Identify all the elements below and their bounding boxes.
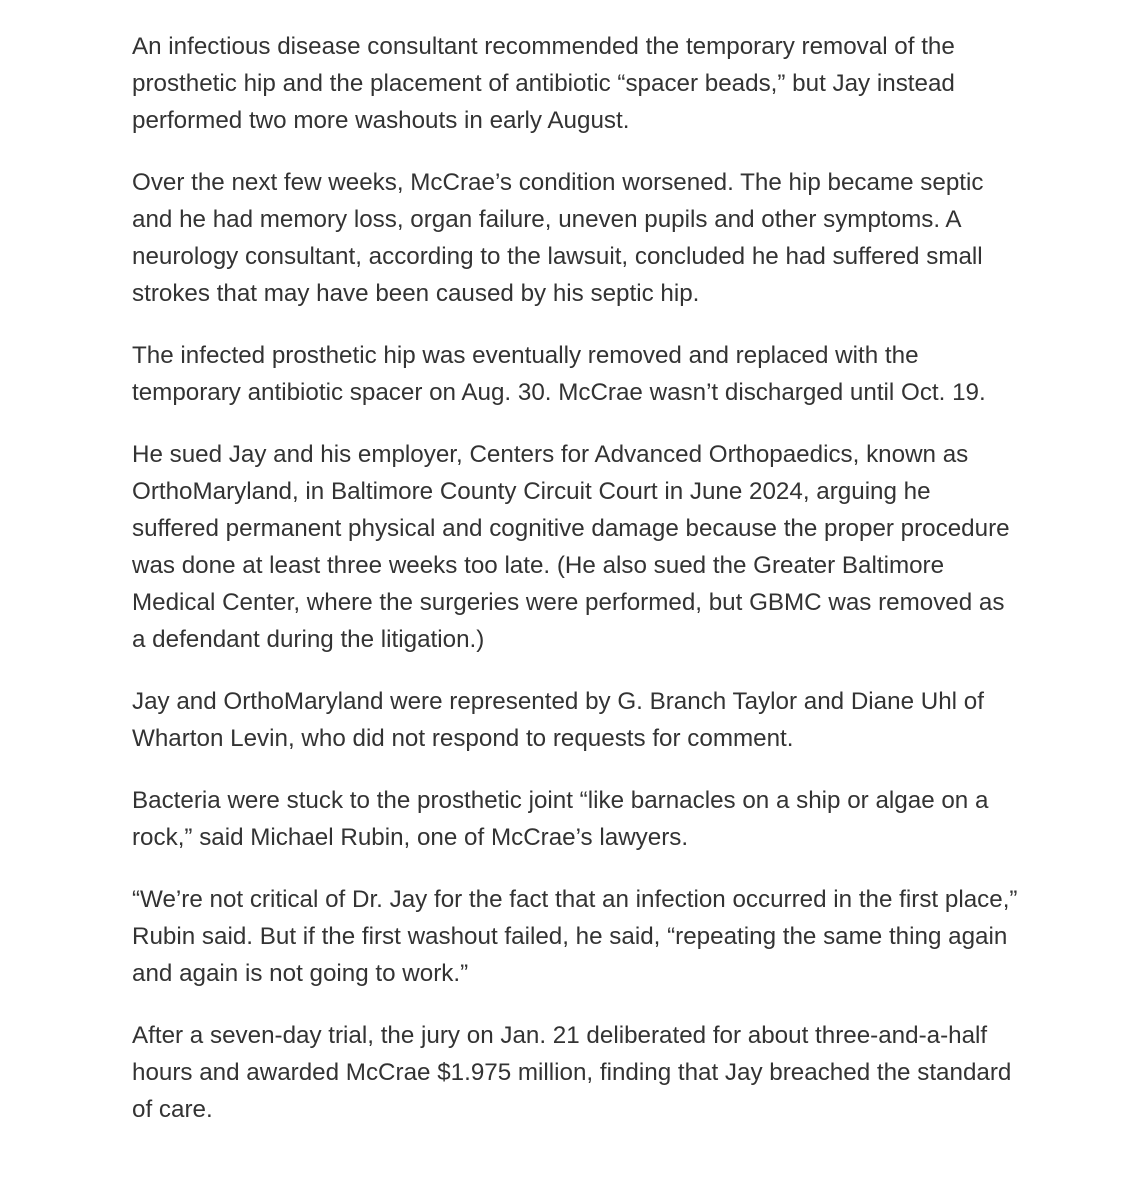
paragraph-8: After a seven-day trial, the jury on Jan. 21 deliberated for about three-and-a-half hours and awarded McCrae $1.975 million, finding that Jay breached the standard of care.	[132, 1022, 1012, 1123]
paragraph-5: Jay and OrthoMaryland were represented by G. Branch Taylor and Diane Uhl of Wharton Levin, who did not respond to requests for comment.	[132, 688, 984, 752]
paragraph-7: “We’re not critical of Dr. Jay for the fact that an infection occurred in the first place,” Rubin said. But if the first washout failed, he said, “repeating the same thing again and again is not going to work.”	[132, 886, 1018, 987]
paragraph-4: He sued Jay and his employer, Centers for Advanced Orthopaedics, known as OrthoMaryland, in Baltimore County Circuit Court in June 2024, arguing he suffered permanent physical and cognitive damage because the proper procedure was done at least three weeks too late. (He also sued the Greater Baltimore Medical Center, where the surgeries were performed, but GBMC was removed as a defendant during the litigation.)	[132, 441, 1010, 653]
paragraph-3: The infected prosthetic hip was eventually removed and replaced with the temporary antibiotic spacer on Aug. 30. McCrae wasn’t discharged until Oct. 19.	[132, 342, 986, 406]
article-body	[132, 28, 1022, 1153]
paragraph-2: Over the next few weeks, McCrae’s condition worsened. The hip became septic and he had memory loss, organ failure, uneven pupils and other symptoms. A neurology consultant, according to the lawsuit, concluded he had suffered small strokes that may have been caused by his septic hip.	[132, 169, 984, 307]
paragraph-6: Bacteria were stuck to the prosthetic joint “like barnacles on a ship or algae on a rock,” said Michael Rubin, one of McCrae’s lawyers.	[132, 787, 989, 851]
paragraph-1: An infectious disease consultant recommended the temporary removal of the prosthetic hip and the placement of antibiotic “spacer beads,” but Jay instead performed two more washouts in early August.	[132, 33, 955, 134]
